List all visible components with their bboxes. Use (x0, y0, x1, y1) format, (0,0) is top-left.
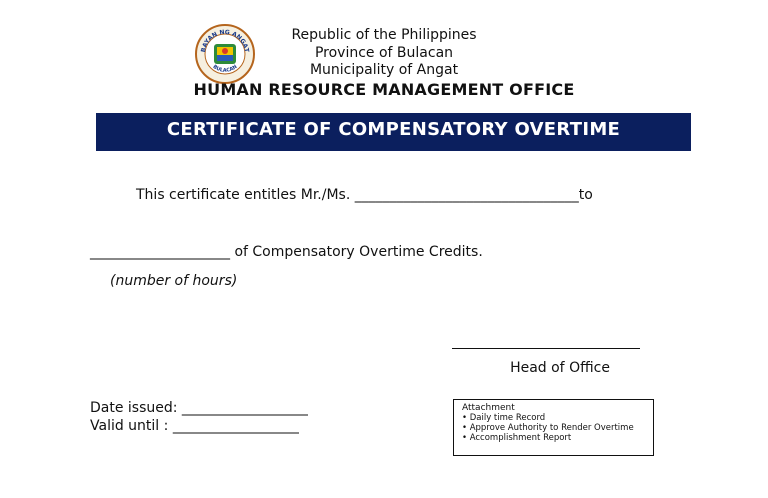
attachment-box (453, 399, 654, 456)
entitles-line: This certificate entitles Mr./Ms. ________________________________to (136, 187, 593, 203)
hours-note: (number of hours) (110, 273, 238, 289)
attachment-item: • Daily time Record (462, 413, 546, 423)
province-line: Province of Bulacan (314, 45, 454, 61)
title-banner (96, 113, 691, 151)
date-block (90, 399, 308, 435)
office-title: HUMAN RESOURCE MANAGEMENT OFFICE (193, 80, 575, 99)
seal-text-bottom: BULACAN (211, 63, 239, 74)
municipal-seal-icon (195, 24, 255, 84)
attachment-item: • Approve Authority to Render Overtime (462, 423, 634, 433)
head-of-office-label: Head of Office (510, 360, 610, 376)
valid-until-line: Valid until : __________________ (90, 418, 299, 434)
republic-line: Republic of the Philippines (291, 27, 477, 43)
signature-line (452, 348, 640, 349)
certificate-title: CERTIFICATE OF COMPENSATORY OVERTIME (166, 119, 621, 140)
attachment-title: Attachment (462, 403, 515, 413)
seal-text-top: BAYAN NG ANGAT (200, 28, 250, 53)
municipality-line: Municipality of Angat (309, 62, 459, 78)
attachment-item: • Accomplishment Report (462, 433, 572, 443)
credits-line: ____________________ of Compensatory Overtime Credits. (90, 244, 483, 260)
date-issued-line: Date issued: __________________ (90, 400, 308, 416)
